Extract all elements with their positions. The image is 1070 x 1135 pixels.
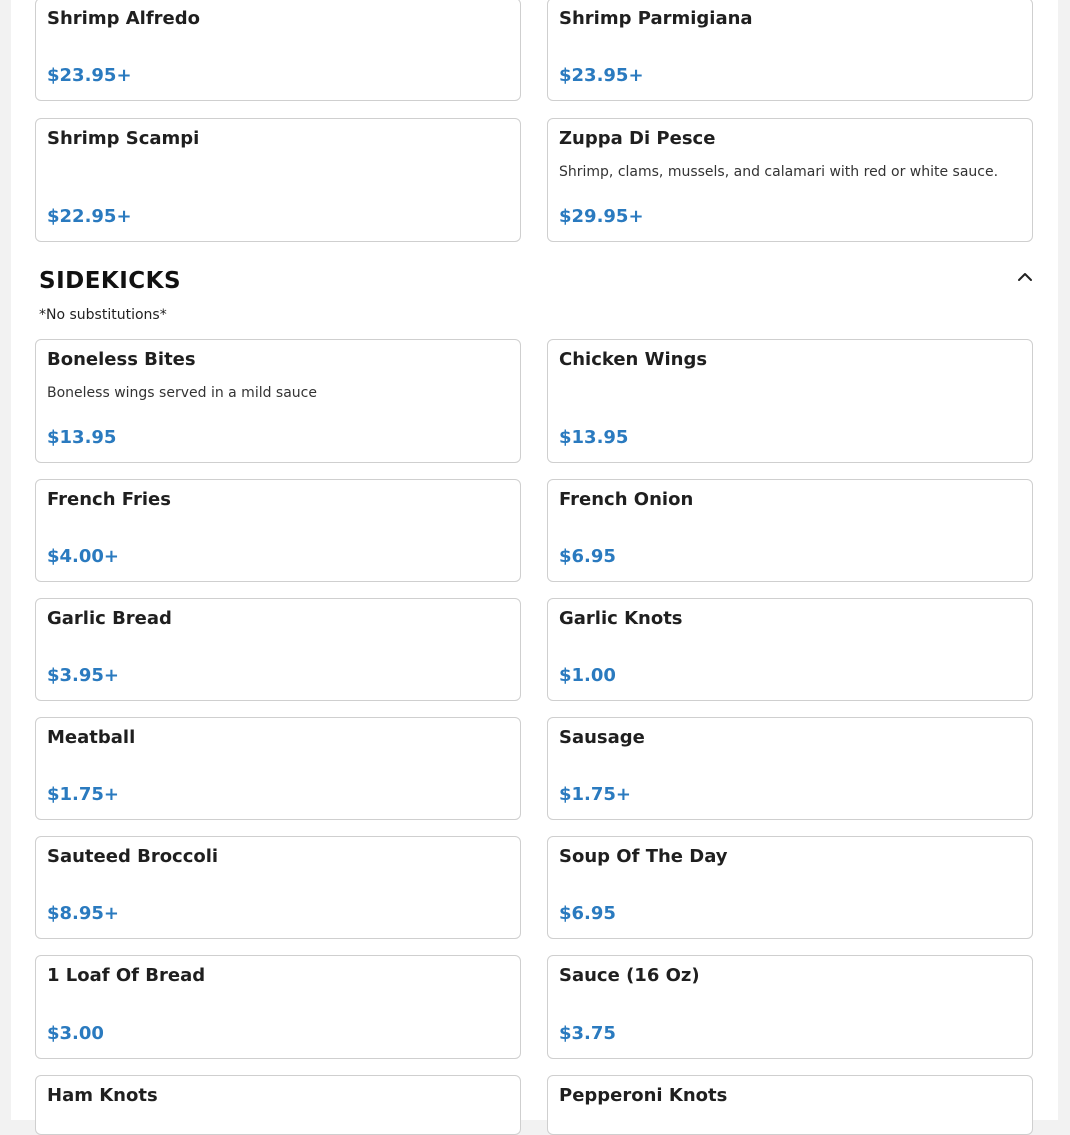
menu-item-card[interactable] (547, 479, 1033, 582)
item-price: $29.95+ (559, 206, 644, 227)
menu-item-card[interactable] (547, 717, 1033, 820)
item-name: Zuppa Di Pesce (559, 128, 716, 149)
menu-item-card[interactable] (35, 836, 521, 939)
item-name: 1 Loaf Of Bread (47, 965, 206, 986)
menu-item-card[interactable] (35, 598, 521, 701)
item-name: Boneless Bites (47, 349, 196, 370)
menu-item-card[interactable] (547, 598, 1033, 701)
item-price: $3.00 (47, 1023, 104, 1044)
item-price: $1.75+ (559, 784, 632, 805)
item-name: Ham Knots (47, 1085, 158, 1106)
item-name: Garlic Bread (47, 608, 172, 629)
section-note: *No substitutions* (39, 307, 167, 323)
item-price: $23.95+ (47, 65, 132, 86)
menu-item-card[interactable] (547, 955, 1033, 1059)
menu-item-card[interactable] (547, 1075, 1033, 1135)
item-price: $1.75+ (47, 784, 120, 805)
item-price: $1.00 (559, 665, 616, 686)
menu-item-card[interactable] (547, 118, 1033, 242)
item-name: Shrimp Parmigiana (559, 8, 753, 29)
item-price: $6.95 (559, 546, 616, 567)
item-name: Pepperoni Knots (559, 1085, 728, 1106)
item-price: $3.75 (559, 1023, 616, 1044)
menu-item-card[interactable] (35, 955, 521, 1059)
chevron-up-icon (1017, 272, 1033, 282)
menu-item-card[interactable] (35, 118, 521, 242)
item-name: Shrimp Alfredo (47, 8, 200, 29)
item-price: $8.95+ (47, 903, 120, 924)
menu-item-card[interactable] (35, 0, 521, 101)
item-name: Sausage (559, 727, 645, 748)
menu-item-card[interactable] (35, 717, 521, 820)
item-name: Chicken Wings (559, 349, 708, 370)
item-description: Boneless wings served in a mild sauce (47, 385, 317, 401)
item-name: Shrimp Scampi (47, 128, 200, 149)
item-name: French Fries (47, 489, 171, 510)
item-description: Shrimp, clams, mussels, and calamari with red or white sauce. (559, 164, 999, 180)
menu-item-card[interactable] (35, 479, 521, 582)
item-name: French Onion (559, 489, 694, 510)
item-price: $3.95+ (47, 665, 120, 686)
item-price: $6.95 (559, 903, 616, 924)
section-title: SIDEKICKS (39, 268, 182, 294)
item-name: Meatball (47, 727, 136, 748)
menu-item-card[interactable] (35, 1075, 521, 1135)
menu-item-card[interactable] (35, 339, 521, 463)
section-collapse-button[interactable] (1013, 266, 1037, 288)
item-name: Sauteed Broccoli (47, 846, 219, 867)
item-price: $22.95+ (47, 206, 132, 227)
menu-item-card[interactable] (547, 339, 1033, 463)
item-name: Sauce (16 Oz) (559, 965, 700, 986)
item-name: Garlic Knots (559, 608, 683, 629)
item-price: $13.95 (559, 427, 629, 448)
item-price: $13.95 (47, 427, 117, 448)
item-price: $4.00+ (47, 546, 120, 567)
item-name: Soup Of The Day (559, 846, 728, 867)
menu-item-card[interactable] (547, 836, 1033, 939)
item-price: $23.95+ (559, 65, 644, 86)
menu-item-card[interactable] (547, 0, 1033, 101)
